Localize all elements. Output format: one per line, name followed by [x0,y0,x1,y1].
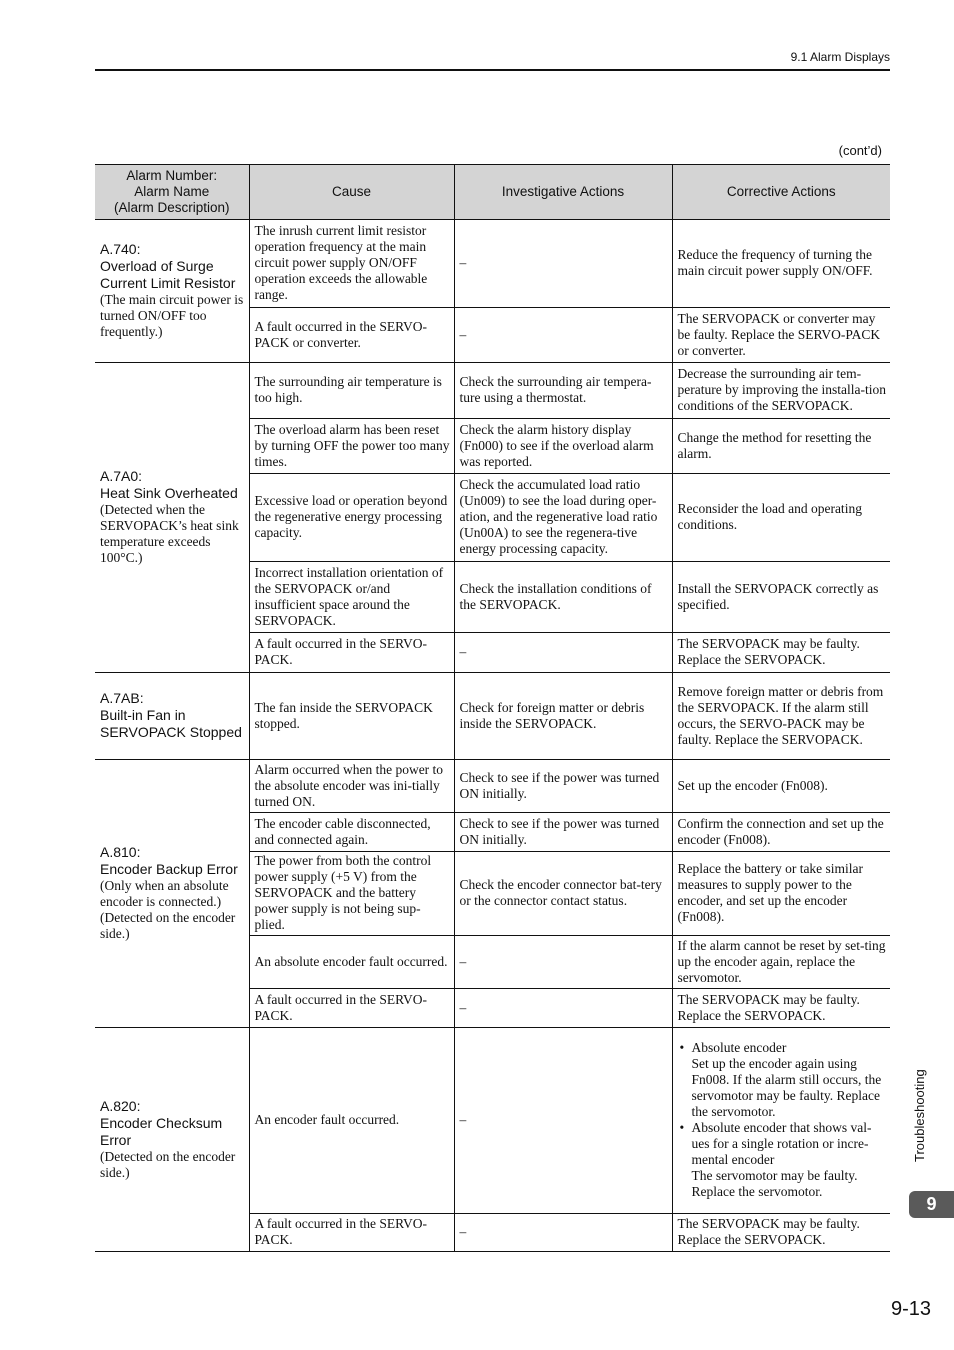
cause-cell: Alarm occurred when the power to the absolute encoder was ini-tially turned ON. [249,760,454,813]
cause-cell: The surrounding air temperature is too high. [249,363,454,419]
investigative-cell: Check the encoder connector bat-tery or the connector contact status. [454,852,672,936]
cause-cell: The power from both the control power supply (+5 V) from the SERVOPACK and the battery power supply is not being sup-plied. [249,852,454,936]
table-row [95,760,890,813]
alarm-number: A.820: [100,1097,141,1114]
column-header-alarm: Alarm Number: Alarm Name (Alarm Description) [95,165,249,220]
alarm-number: A.7A0: [100,468,143,484]
cause-cell: Excessive load or operation beyond the regenerative energy processing capacity. [249,474,454,562]
alarm-table [95,164,890,1252]
investigative-cell: – [454,633,672,673]
cause-cell: A fault occurred in the SERVO-PACK. [249,633,454,673]
corrective-cell: The SERVOPACK or converter may be faulty. Replace the SERVO-PACK or converter. [672,308,890,363]
investigative-cell: – [454,220,672,308]
alarm-description: (Detected when the SERVOPACK’s heat sink temperature exceeds 100°C.) [100,502,239,565]
investigative-cell: Check for foreign matter or debris inside the SERVOPACK. [454,673,672,760]
alarm-name: Built-in Fan in SERVOPACK Stopped [100,707,242,740]
table-row [95,363,890,419]
cause-cell: An encoder fault occurred. [249,1028,454,1214]
investigative-cell: Check the installation conditions of the SERVOPACK. [454,562,672,633]
investigative-cell: Check to see if the power was turned ON initially. [454,760,672,813]
column-header-investigative: Investigative Actions [454,165,672,220]
investigative-cell: – [454,936,672,989]
corrective-cell: The SERVOPACK may be faulty. Replace the SERVOPACK. [672,1214,890,1252]
cause-cell: The fan inside the SERVOPACK stopped. [249,673,454,760]
corrective-cell: Reconsider the load and operating conditions. [672,474,890,562]
list-item: • Absolute encoder Set up the encoder again using Fn008. If the alarm still occurs, the servomotor may be faulty. Replace the servomotor. [678,1040,887,1120]
page-number: 9-13 [890,1298,931,1320]
alarm-number: A.7AB: [100,690,144,706]
investigative-cell: Check the alarm history display (Fn000) to see if the overload alarm was reported. [454,419,672,474]
column-header-cause: Cause [249,165,454,220]
investigative-cell: – [454,1214,672,1252]
alarm-description: (Only when an absolute encoder is connected.) (Detected on the encoder side.) [100,878,236,941]
cause-cell: Incorrect installation orientation of the SERVOPACK or/and insufficient space around the SERVOPACK. [249,562,454,633]
table-header-row [95,165,890,220]
corrective-cell: The SERVOPACK may be faulty. Replace the SERVOPACK. [672,633,890,673]
corrective-cell: Confirm the connection and set up the encoder (Fn008). [672,813,890,852]
alarm-cell-a740 [95,220,249,363]
alarm-name: Encoder Backup Error [100,861,238,877]
column-header-corrective: Corrective Actions [672,165,890,220]
corrective-cell: Reduce the frequency of turning the main circuit power supply ON/OFF. [672,220,890,308]
header-rule [95,69,890,71]
investigative-cell: – [454,1028,672,1214]
corrective-cell: Remove foreign matter or debris from the SERVOPACK. If the alarm still occurs, the SERVO-PACK may be faulty. Replace the SERVOPACK. [672,673,890,760]
cause-cell: A fault occurred in the SERVO-PACK. [249,989,454,1028]
investigative-cell: Check to see if the power was turned ON initially. [454,813,672,852]
cause-cell: The encoder cable disconnected, and connected again. [249,813,454,852]
cause-cell: An absolute encoder fault occurred. [249,936,454,989]
alarm-name: Heat Sink Overheated [100,485,238,501]
alarm-name: Overload of Surge Current Limit Resistor [100,258,236,291]
investigative-cell: – [454,989,672,1028]
alarm-description: (Detected on the encoder side.) [100,1148,236,1180]
continued-label: (cont’d) [838,143,882,158]
alarm-cell-a7ab [95,673,249,760]
alarm-cell-a820 [95,1028,249,1252]
corrective-cell: Decrease the surrounding air tem-perature by improving the installa-tion conditions of the SERVOPACK. [672,363,890,419]
chapter-side-label: Troubleshooting [912,1069,927,1162]
cause-cell: The inrush current limit resistor operation frequency at the main circuit power supply ON/OFF operation exceeds the allowable range. [249,220,454,308]
corrective-cell: If the alarm cannot be reset by set-ting up the encoder again, replace the servomotor. [672,936,890,989]
alarm-cell-a7a0 [95,363,249,673]
alarm-number: A.740: [100,241,141,257]
corrective-bullet-list [678,1040,887,1200]
alarm-description: (The main circuit power is turned ON/OFF too frequently.) [100,292,244,339]
table-row [95,673,890,760]
alarm-name: Encoder Checksum Error [100,1114,223,1148]
cause-cell: The overload alarm has been reset by turning OFF the power too many times. [249,419,454,474]
section-title: 9.1 Alarm Displays [790,50,890,64]
corrective-cell: Set up the encoder (Fn008). [672,760,890,813]
corrective-cell: Change the method for resetting the alarm. [672,419,890,474]
investigative-cell: – [454,308,672,363]
corrective-cell: The SERVOPACK may be faulty. Replace the SERVOPACK. [672,989,890,1028]
corrective-cell: Install the SERVOPACK correctly as specified. [672,562,890,633]
table-row [95,220,890,308]
list-item: • Absolute encoder that shows val-ues for a single rotation or incre-mental encoder The servomotor may be faulty. Replace the servomotor. [678,1120,887,1200]
table-row [95,1028,890,1214]
corrective-cell [672,1028,890,1214]
investigative-cell: Check the accumulated load ratio (Un009) to see the load during oper-ation, and the regenerative load ratio (Un00A) to see the regenera-tive energy processing capacity. [454,474,672,562]
investigative-cell: Check the surrounding air tempera-ture using a thermostat. [454,363,672,419]
chapter-tab: 9 [909,1191,954,1218]
alarm-cell-a810 [95,760,249,1028]
cause-cell: A fault occurred in the SERVO-PACK or converter. [249,308,454,363]
alarm-number: A.810: [100,844,141,860]
corrective-cell: Replace the battery or take similar measures to supply power to the encoder, and set up the encoder (Fn008). [672,852,890,936]
cause-cell: A fault occurred in the SERVO-PACK. [249,1214,454,1252]
